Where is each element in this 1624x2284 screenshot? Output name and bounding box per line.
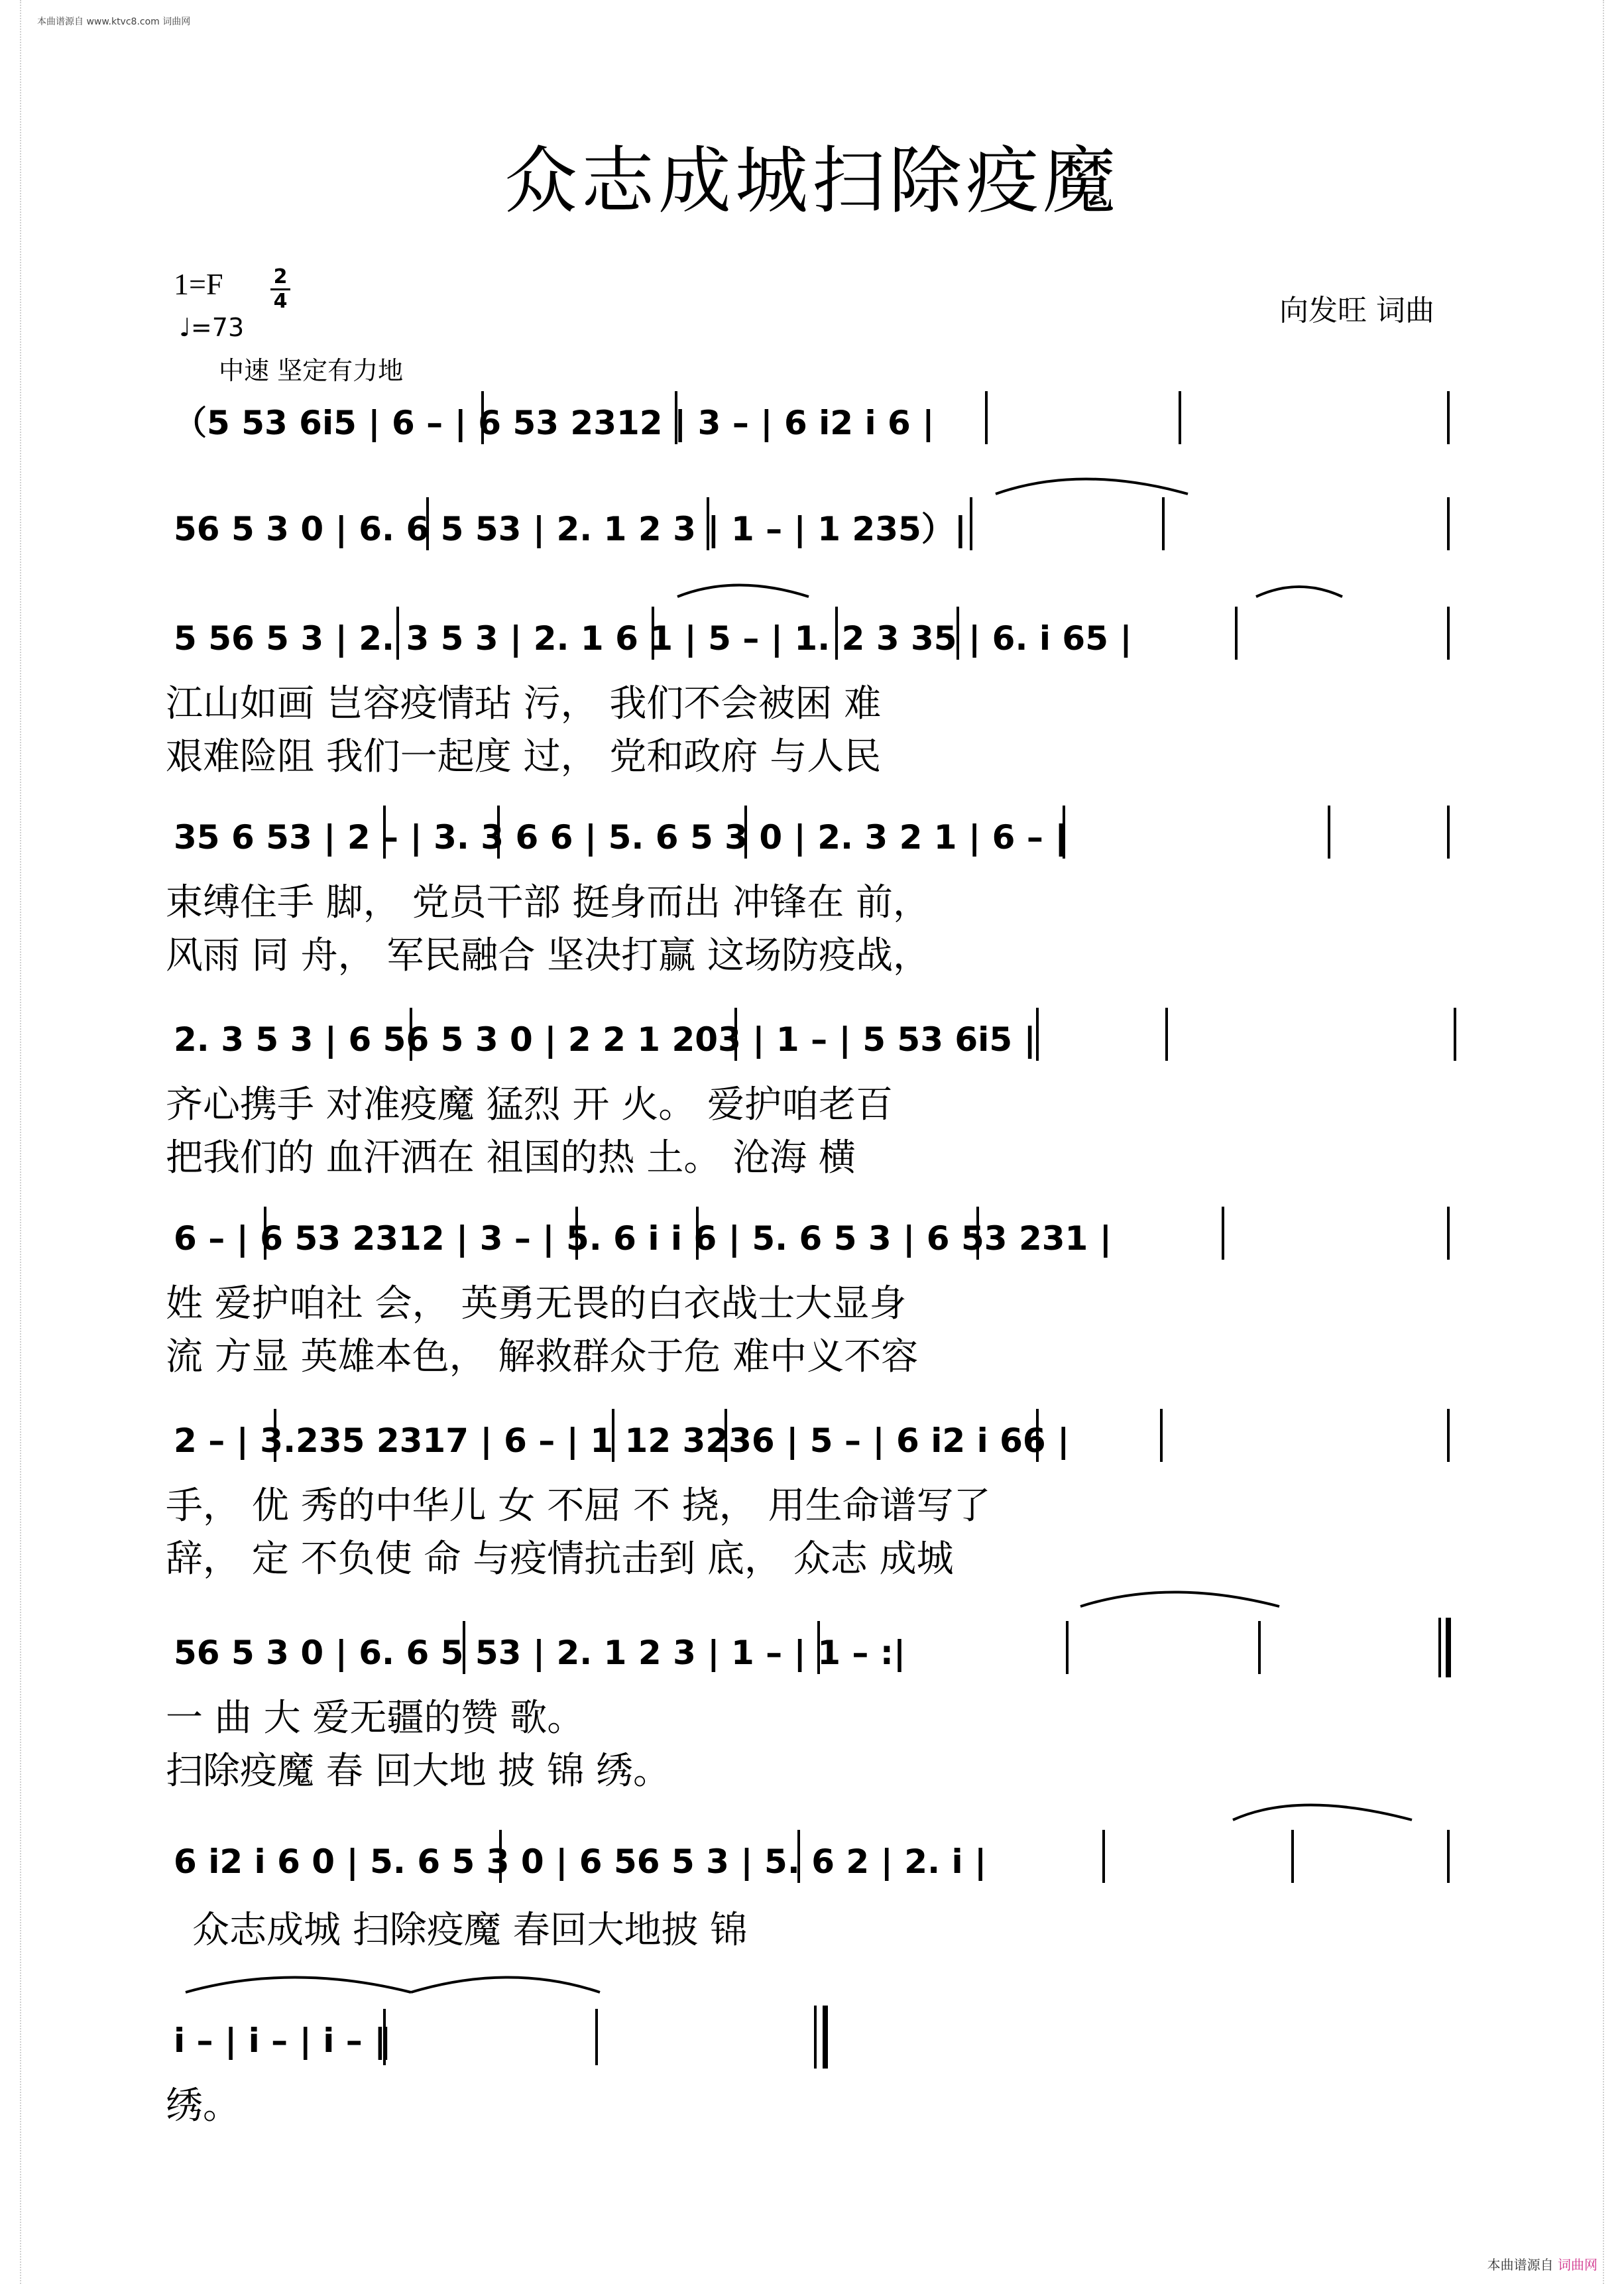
- system-1-notes: （5 53 6i5 | 6 – | 6 53 2312 | 3 – | 6 i2 i 6 |: [174, 404, 935, 442]
- lyric-line-6-2: 流 方显 英雄本色， 解救群众于危 难中义不容: [166, 1335, 919, 1378]
- lyric-line-7-2: 辞， 定 不负使 命 与疫情抗击到 底， 众志 成城: [166, 1537, 954, 1581]
- lyric-line-6-1: 姓 爱护咱社 会， 英勇无畏的白衣战士大显身: [166, 1282, 907, 1325]
- system-8-svg: [174, 1628, 1466, 1681]
- system-2-notes: 56 5 3 0 | 6. 6 5 53 | 2. 1 2 3 | 1 – | 1 235）|: [174, 510, 967, 548]
- lyrics-system-10: [166, 2078, 563, 2138]
- lyric-line-5-1: 齐心携手 对准疫魔 猛烈 开 火。 爱护咱老百: [166, 1083, 894, 1126]
- lyric-line-10-1: 绣。: [166, 2084, 240, 2128]
- lyric-line-3-1: 江山如画 岂容疫情玷 污， 我们不会被困 难: [166, 682, 882, 725]
- tempo-marking: ♩=73: [179, 313, 245, 342]
- system-9-notes: 6 i2 i 6 0 | 5. 6 5 3 0 | 6 56 5 3 | 5. 6 2 | 2. i |: [174, 1842, 987, 1881]
- system-5-notes: 2. 3 5 3 | 6 56 5 3 0 | 2 2 1 203 | 1 – | 5 53 6i5 |: [174, 1020, 1036, 1059]
- system-7-svg: [174, 1415, 1466, 1469]
- system-3-svg: [174, 613, 1466, 666]
- system-6-notes: 6 – | 6 53 2312 | 3 – | 5. 6 i i 6 | 5. 6 5 3 | 6 53 231 |: [174, 1219, 1112, 1258]
- system-3-notes: 5 56 5 3 | 2. 3 5 3 | 2. 1 6 1 | 5 – | 1. 2 3 35 | 6. i 65 |: [174, 619, 1132, 658]
- notation-system-10: [174, 2015, 1466, 2071]
- lyric-line-7-1: 手， 优 秀的中华儿 女 不屈 不 挠， 用生命谱写了: [166, 1484, 991, 1528]
- lyric-line-9-1: 众志成城 扫除疫魔 春回大地披 锦: [192, 1909, 748, 1952]
- lyrics-system-7: [166, 1478, 1458, 1585]
- lyrics-system-5: [166, 1077, 1458, 1183]
- system-8-notes: 56 5 3 0 | 6. 6 5 53 | 2. 1 2 3 | 1 – | 1 – :|: [174, 1634, 906, 1672]
- system-5-svg: [174, 1014, 1466, 1067]
- notation-system-5: [174, 1014, 1466, 1070]
- notation-system-9: [174, 1836, 1466, 1892]
- system-4-svg: [174, 812, 1466, 865]
- lyric-line-4-1: 束缚住手 脚， 党员干部 挺身而出 冲锋在 前，: [166, 881, 931, 924]
- system-2-svg: [174, 504, 1466, 557]
- source-watermark-bottom: [1487, 2254, 1597, 2273]
- system-10-svg: [174, 2015, 1466, 2069]
- system-4-notes: 35 6 53 | 2 – | 3. 3 6 6 | 5. 6 5 3 0 | 2. 3 2 1 | 6 – |: [174, 818, 1067, 857]
- lyric-line-8-1: 一 曲 大 爱无疆的赞 歌。: [166, 1697, 585, 1740]
- lyrics-system-6: [166, 1276, 1458, 1382]
- notation-system-7: [174, 1415, 1466, 1471]
- source-watermark-bottom-text: 本曲谱源自: [1487, 2257, 1554, 2273]
- song-title: 众志成城扫除疫魔: [504, 139, 1120, 223]
- notation-system-2: [174, 504, 1466, 560]
- system-10-notes: i – | i – | i – ‖: [174, 2021, 391, 2060]
- composer-credit: 向发旺 词曲: [1279, 294, 1434, 328]
- key-signature: 1=F: [174, 267, 223, 301]
- source-watermark-bottom-brand: 词曲网: [1558, 2257, 1597, 2273]
- time-signature-top: 2: [273, 265, 288, 288]
- notation-system-3: [174, 613, 1466, 669]
- time-signature-bottom: 4: [273, 290, 288, 313]
- notation-system-4: [174, 812, 1466, 868]
- system-7-notes: 2 – | 3.235 2317 | 6 – | 1 12 3236 | 5 – | 6 i2 i 66 |: [174, 1421, 1070, 1460]
- notation-system-6: [174, 1213, 1466, 1269]
- lyric-line-8-2: 扫除疫魔 春 回大地 披 锦 绣。: [166, 1750, 671, 1793]
- lyric-line-5-2: 把我们的 血汗洒在 祖国的热 土。 沧海 横: [166, 1136, 856, 1179]
- lyrics-system-8: [166, 1691, 1458, 1797]
- expression-marking: 中速 坚定有力地: [219, 356, 404, 385]
- notation-system-8: [174, 1628, 1466, 1683]
- lyrics-system-4: [166, 875, 1458, 981]
- lyric-line-4-2: 风雨 同 舟， 军民融合 坚决打赢 这场防疫战，: [166, 934, 931, 977]
- notation-system-1: [174, 398, 1466, 453]
- system-9-svg: [174, 1836, 1466, 1890]
- source-watermark-text: 本曲谱源自 www.ktvc8.com 词曲网: [37, 17, 191, 27]
- lyrics-system-3: [166, 676, 1458, 782]
- lyric-line-3-2: 艰难险阻 我们一起度 过， 党和政府 与人民: [166, 735, 882, 778]
- system-6-svg: [174, 1213, 1466, 1266]
- lyrics-system-9: [192, 1903, 1452, 1962]
- system-1-svg: [174, 398, 1466, 451]
